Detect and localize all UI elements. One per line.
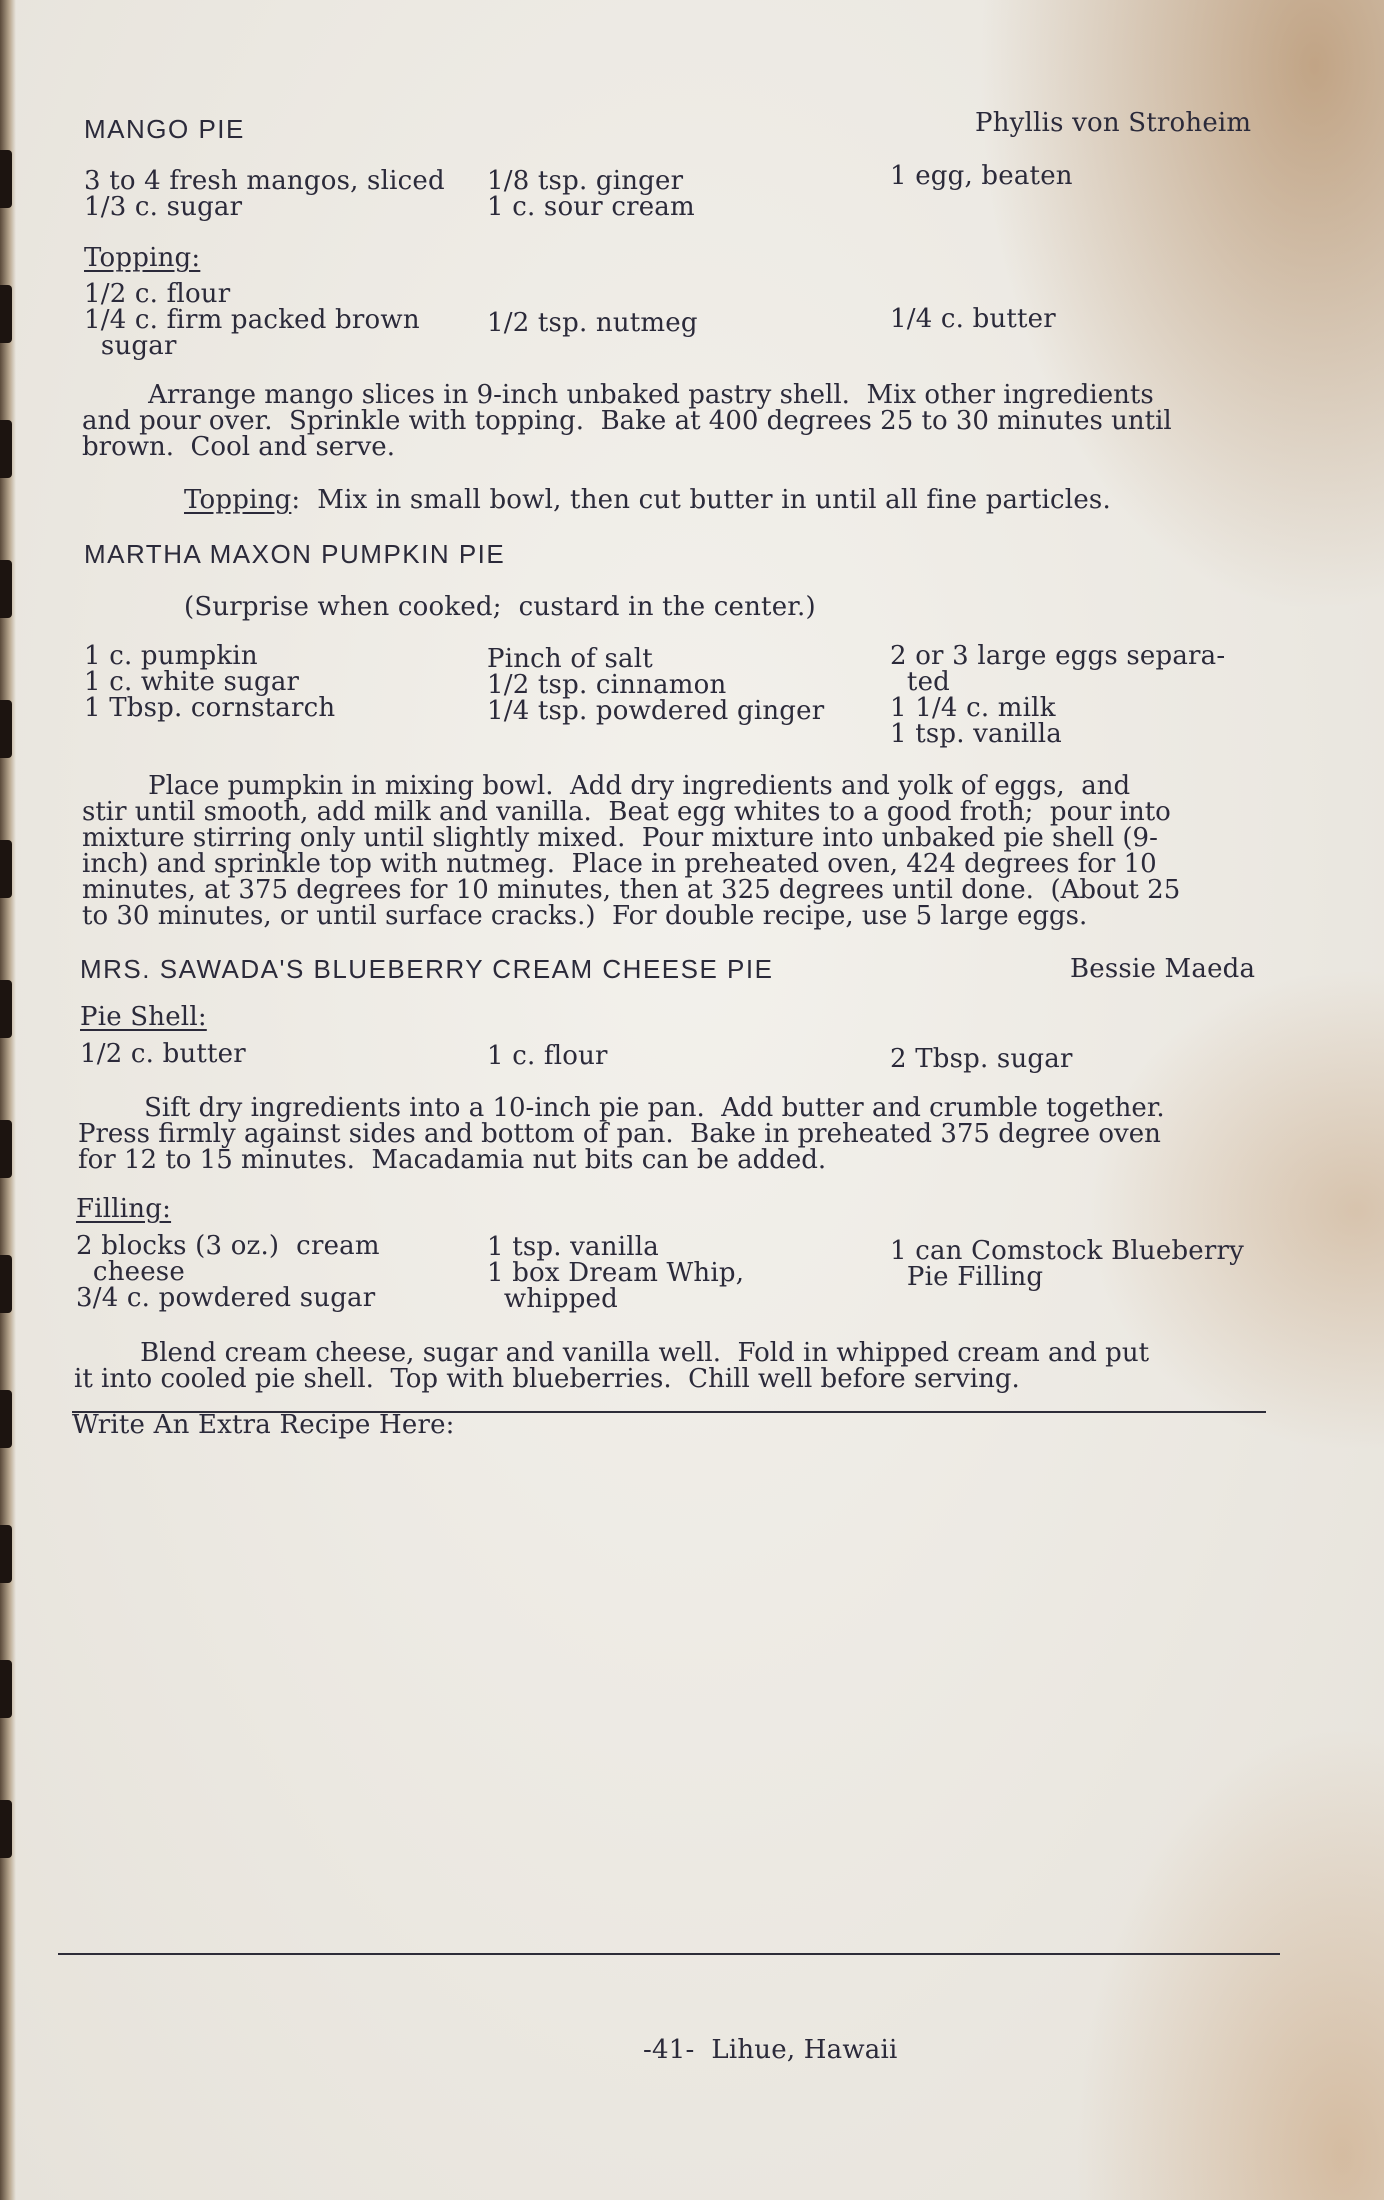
ingredient: 1/4 c. firm packed brown (84, 305, 420, 335)
ingredient: 1/3 c. sugar (84, 192, 243, 222)
binding-ring (0, 1390, 12, 1448)
directions-line: Place pumpkin in mixing bowl. Add dry ingredients and yolk of eggs, and (82, 771, 1131, 801)
ingredient: 1 tsp. vanilla (487, 1232, 659, 1262)
topping-note-text: : Mix in small bowl, then cut butter in until all fine particles. (291, 485, 1111, 515)
ingredient: 1/2 tsp. cinnamon (487, 670, 727, 700)
ingredient: 1 c. sour cream (487, 192, 695, 222)
ingredient: 1 c. flour (487, 1041, 608, 1071)
ingredient: sugar (84, 331, 177, 361)
recipe-title-pumpkin-pie: MARTHA MAXON PUMPKIN PIE (84, 539, 506, 569)
ingredient: 1 tsp. vanilla (890, 719, 1062, 749)
directions-line: and pour over. Sprinkle with topping. Bake at 400 degrees 25 to 30 minutes until (82, 406, 1172, 436)
recipe-title-mango-pie: MANGO PIE (84, 114, 245, 144)
topping-note-label: Topping (184, 485, 292, 515)
ingredient: 1 c. white sugar (84, 667, 300, 697)
binding-ring (0, 840, 12, 898)
ingredient: 2 Tbsp. sugar (890, 1044, 1073, 1074)
binding-ring (0, 1660, 12, 1718)
ingredient: 1/8 tsp. ginger (487, 166, 684, 196)
extra-recipe-label: Write An Extra Recipe Here: (72, 1410, 455, 1440)
binding-ring (0, 1120, 12, 1178)
ingredient: whipped (487, 1284, 618, 1314)
binding-ring (0, 1255, 12, 1313)
directions-line: Blend cream cheese, sugar and vanilla well. Fold in whipped cream and put (74, 1338, 1150, 1368)
recipe-title-blueberry-pie: MRS. SAWADA'S BLUEBERRY CREAM CHEESE PIE (80, 954, 774, 984)
directions-line: mixture stirring only until slightly mixed. Pour mixture into unbaked pie shell (9- (82, 823, 1158, 853)
directions-line: it into cooled pie shell. Top with blueberries. Chill well before serving. (74, 1364, 1020, 1394)
ingredient: 3/4 c. powdered sugar (76, 1283, 376, 1313)
spiral-binding (0, 0, 16, 2200)
directions-line: to 30 minutes, or until surface cracks.) For double recipe, use 5 large eggs. (82, 901, 1088, 931)
recipe-author: Phyllis von Stroheim (975, 108, 1252, 138)
topping-note (184, 487, 1111, 513)
ingredient: 1/4 tsp. powdered ginger (487, 696, 825, 726)
ingredient: 1 egg, beaten (890, 161, 1073, 191)
binding-ring (0, 285, 12, 343)
binding-ring (0, 150, 12, 208)
section-label-pie-shell: Pie Shell: (80, 1002, 207, 1032)
recipe-subtitle: (Surprise when cooked; custard in the center.) (184, 592, 816, 622)
recipe-author: Bessie Maeda (1070, 954, 1256, 984)
section-label-filling: Filling: (76, 1194, 172, 1224)
binding-ring (0, 700, 12, 758)
ingredient: 1 can Comstock Blueberry (890, 1236, 1245, 1266)
directions-line: for 12 to 15 minutes. Macadamia nut bits can be added. (78, 1145, 827, 1175)
section-label-topping: Topping: (84, 243, 201, 273)
ingredient: 1 box Dream Whip, (487, 1258, 745, 1288)
ingredient: 1/4 c. butter (890, 304, 1056, 334)
directions-line: Press firmly against sides and bottom of pan. Bake in preheated 375 degree oven (78, 1119, 1161, 1149)
ingredient: 1/2 tsp. nutmeg (487, 308, 698, 338)
ingredient: 3 to 4 fresh mangos, sliced (84, 166, 445, 196)
directions-line: brown. Cool and serve. (82, 432, 395, 462)
ingredient: 1 1/4 c. milk (890, 693, 1056, 723)
binding-ring (0, 1525, 12, 1583)
binding-ring (0, 1800, 12, 1858)
ingredient: 1/2 c. flour (84, 279, 231, 309)
ingredient: 1 c. pumpkin (84, 641, 258, 671)
directions-line: Arrange mango slices in 9-inch unbaked pastry shell. Mix other ingredients (82, 380, 1154, 410)
binding-ring (0, 980, 12, 1038)
ingredient: cheese (76, 1257, 185, 1287)
page-footer: -41- Lihue, Hawaii (643, 2035, 898, 2065)
ingredient: Pinch of salt (487, 644, 653, 674)
binding-ring (0, 560, 12, 618)
directions-line: stir until smooth, add milk and vanilla. Beat egg whites to a good froth; pour into (82, 797, 1171, 827)
ingredient: 1/2 c. butter (80, 1039, 246, 1069)
ingredient: 1 Tbsp. cornstarch (84, 693, 336, 723)
ingredient: ted (890, 667, 951, 697)
directions-line: Sift dry ingredients into a 10-inch pie pan. Add butter and crumble together. (78, 1093, 1165, 1123)
binding-ring (0, 420, 12, 478)
divider (58, 1953, 1280, 1955)
directions-line: minutes, at 375 degrees for 10 minutes, then at 325 degrees until done. (About 25 (82, 875, 1181, 905)
ingredient: Pie Filling (890, 1262, 1044, 1292)
ingredient: 2 blocks (3 oz.) cream (76, 1231, 380, 1261)
directions-line: inch) and sprinkle top with nutmeg. Place in preheated oven, 424 degrees for 10 (82, 849, 1157, 879)
ingredient: 2 or 3 large eggs separa- (890, 641, 1226, 671)
